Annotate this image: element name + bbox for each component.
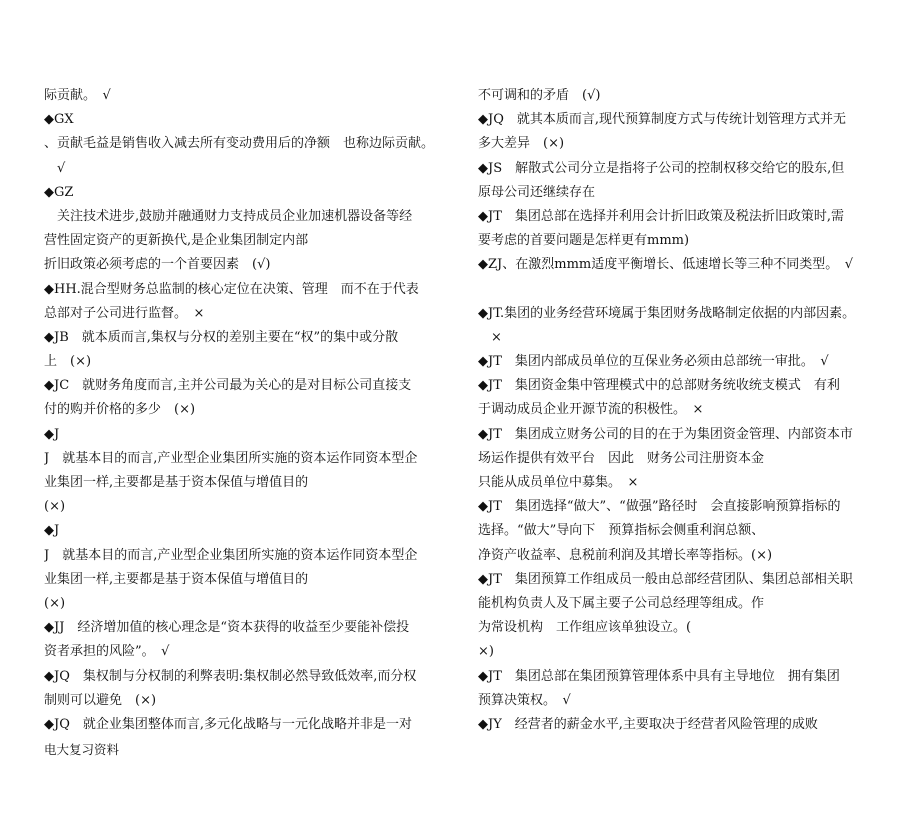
page-footer: 电大复习资料 xyxy=(44,742,120,757)
text-line: ◆JT 集团资金集中管理模式中的总部财务统收统支模式 有利 xyxy=(478,378,840,394)
text-line: 选择。“做大”导向下 预算指标会侧重利润总额、 xyxy=(478,523,765,539)
text-line: √ xyxy=(44,160,66,176)
text-line: ◆JT 集团内部成员单位的互保业务必须由总部统一审批。 √ xyxy=(478,354,829,370)
text-line: 净资产收益率、息税前利润及其增长率等指标。(×) xyxy=(478,547,773,563)
text-line: 总部对子公司进行监督。 × xyxy=(44,305,205,321)
text-line: ◆JT 集团预算工作组成员一般由总部经营团队、集团总部相关职 xyxy=(478,571,853,587)
text-line: 资者承担的风险”。 √ xyxy=(44,644,170,660)
text-line xyxy=(478,278,880,302)
text-line: ◆JC 就财务角度而言,主并公司最为关心的是对目标公司直接支 xyxy=(44,378,412,394)
text-line: ◆JT 集团选择“做大”、“做强”路径时 会直接影响预算指标的 xyxy=(478,499,841,515)
right-text-column xyxy=(478,84,880,737)
text-line: ◆JT 集团总部在选择并利用会计折旧政策及税法折旧政策时,需 xyxy=(478,208,845,224)
left-text-column xyxy=(44,84,454,737)
text-line: (×) xyxy=(44,595,66,611)
text-line: ◆GZ xyxy=(44,184,74,200)
text-line: 制则可以避免 (×) xyxy=(44,692,157,708)
text-line: ◆JS 解散式公司分立是指将子公司的控制权移交给它的股东,但 xyxy=(478,160,845,176)
text-line: J 就基本目的而言,产业型企业集团所实施的资本运作同资本型企 xyxy=(44,450,418,466)
text-line: ◆JQ 就企业集团整体而言,多元化战略与一元化战略并非是一对 xyxy=(44,716,412,732)
text-line: ◆JT 集团成立财务公司的目的在于为集团资金管理、内部资本市 xyxy=(478,426,853,442)
text-line: (×) xyxy=(44,499,66,515)
text-line: 际贡献。 √ xyxy=(44,88,111,103)
text-line: 原母公司还继续存在 xyxy=(478,184,596,200)
text-line: ◆JT 集团总部在集团预算管理体系中具有主导地位 拥有集团 xyxy=(478,668,840,684)
text-line: ◆JQ 就其本质而言,现代预算制度方式与传统计划管理方式并无 xyxy=(478,112,846,128)
text-line: 只能从成员单位中募集。 × xyxy=(478,475,639,490)
text-line: ◆J xyxy=(44,426,60,442)
text-line: 折旧政策必须考虑的一个首要因素 (√) xyxy=(44,257,271,273)
text-line: ◆JB 就本质而言,集权与分权的差别主要在“权”的集中或分散 xyxy=(44,329,399,345)
text-line: 上 (×) xyxy=(44,354,92,370)
text-line: ◆JJ 经济增加值的核心理念是“资本获得的收益至少要能补偿投 xyxy=(44,620,410,636)
text-line: ◆J xyxy=(44,523,60,539)
text-line: ◆JT.集团的业务经营环境属于集团财务战略制定依据的内部因素。 xyxy=(478,305,856,321)
text-line: 业集团一样,主要都是基于资本保值与增值目的 xyxy=(44,571,309,587)
text-line: 要考虑的首要问题是怎样更有mmm) xyxy=(478,233,690,249)
text-line: 营性固定资产的更新换代,是企业集团制定内部 xyxy=(44,233,309,249)
text-line: ◆GX xyxy=(44,112,74,128)
text-line: × xyxy=(478,329,502,345)
text-line: ◆JQ 集权制与分权制的利弊表明:集权制必然导致低效率,而分权 xyxy=(44,668,417,684)
text-line: ◆JY 经营者的薪金水平,主要取决于经营者风险管理的成败 xyxy=(478,716,818,732)
text-line: 为常设机构 工作组应该单独设立。( xyxy=(478,620,692,636)
text-line: 场运作提供有效平台 因此 财务公司注册资本金 xyxy=(478,450,765,466)
text-line: 关注技术进步,鼓励并融通财力支持成员企业加速机器设备等经 xyxy=(44,208,413,224)
text-line: 业集团一样,主要都是基于资本保值与增值目的 xyxy=(44,475,309,490)
text-line: 多大差异 (×) xyxy=(478,136,565,152)
text-line: ◆ZJ、在激烈mmm适度平衡增长、低速增长等三种不同类型。 √ xyxy=(478,257,854,273)
text-line: 预算决策权。 √ xyxy=(478,692,571,708)
text-line: 付的购并价格的多少 (×) xyxy=(44,402,196,418)
text-line: 能机构负责人及下属主要子公司总经理等组成。作 xyxy=(478,595,765,611)
text-line: J 就基本目的而言,产业型企业集团所实施的资本运作同资本型企 xyxy=(44,547,418,563)
text-line: 于调动成员企业开源节流的积极性。 × xyxy=(478,402,704,418)
text-line: 不可调和的矛盾 (√) xyxy=(478,88,601,103)
text-line: ×) xyxy=(478,644,494,660)
text-line: 、贡献毛益是销售收入减去所有变动费用后的净额 也称边际贡献。 xyxy=(44,136,435,152)
text-line: ◆HH.混合型财务总监制的核心定位在决策、管理 而不在于代表 xyxy=(44,281,419,297)
